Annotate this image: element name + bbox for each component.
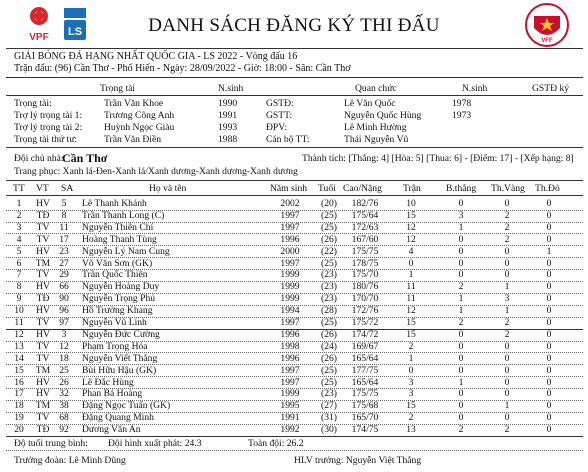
cell-yellow: 0 bbox=[504, 198, 510, 209]
cell-goals: 3 bbox=[458, 209, 464, 221]
cell-name: Võ Văn Sơn (GK) bbox=[82, 257, 153, 269]
cell-name: Hồ Trường Khang bbox=[82, 305, 153, 317]
cell-red: 0 bbox=[546, 412, 552, 424]
cell-birth: 1998 bbox=[280, 340, 300, 352]
cell-goals: 2 bbox=[458, 424, 464, 436]
cell-yellow: 2 bbox=[504, 317, 510, 328]
cell-birth: 1995 bbox=[280, 400, 300, 412]
cell-name: Hoàng Thanh Tùng bbox=[82, 233, 157, 245]
official-name: Huỳnh Ngọc Giàu bbox=[104, 122, 175, 133]
cell-age: (26) bbox=[321, 352, 337, 364]
cell-red: 0 bbox=[546, 364, 552, 376]
referee-column-header: Trọng tài bbox=[100, 83, 136, 94]
cell-yellow: 0 bbox=[504, 340, 510, 352]
cell-birth: 1997 bbox=[280, 317, 300, 328]
cell-yellow: 1 bbox=[504, 281, 510, 293]
cell-matches: 15 bbox=[406, 400, 416, 412]
cell-matches: 12 bbox=[406, 305, 416, 317]
cell-yellow: 2 bbox=[504, 209, 510, 221]
cell-tt: 1 bbox=[16, 198, 22, 209]
gstd-signature-header: GSTĐ ký bbox=[532, 83, 570, 94]
cell-name: Bùi Hữu Hậu (GK) bbox=[82, 364, 157, 376]
cell-age: (25) bbox=[321, 376, 337, 388]
cell-goals: 0 bbox=[458, 352, 464, 364]
cell-sa: 27 bbox=[59, 257, 69, 269]
cell-hw: 175/68 bbox=[351, 400, 379, 412]
official-name: Trần Văn Khoe bbox=[104, 98, 164, 109]
cell-age: (26) bbox=[321, 328, 337, 340]
cell-vt: TV bbox=[36, 233, 50, 245]
team-average-age: Toàn đội: 26.2 bbox=[248, 438, 304, 449]
cell-birth: 2000 bbox=[280, 245, 300, 257]
cell-yellow: 0 bbox=[504, 376, 510, 388]
cell-sa: 68 bbox=[59, 412, 69, 424]
cell-sa: 96 bbox=[59, 305, 69, 317]
supervisor-column-header: Quan chức bbox=[355, 83, 397, 94]
cell-matches: 3 bbox=[408, 388, 414, 400]
cell-goals: 0 bbox=[458, 364, 464, 376]
supervisor-birth-header: N.sinh bbox=[462, 83, 488, 94]
cell-hw: 169/67 bbox=[351, 340, 379, 352]
cell-birth: 1997 bbox=[280, 257, 300, 269]
cell-hw: 178/75 bbox=[351, 257, 379, 269]
cell-vt: TM bbox=[35, 257, 51, 269]
cell-vt: HV bbox=[36, 328, 50, 340]
cell-hw: 165/64 bbox=[351, 352, 379, 364]
cell-name: Nguyễn Vũ Linh bbox=[82, 317, 147, 328]
cell-birth: 2002 bbox=[280, 198, 300, 209]
cell-birth: 1996 bbox=[280, 233, 300, 245]
cell-yellow: 0 bbox=[504, 412, 510, 424]
cell-sa: 38 bbox=[59, 400, 69, 412]
cell-birth: 1997 bbox=[280, 364, 300, 376]
cell-vt: TV bbox=[36, 352, 50, 364]
cell-hw: 174/75 bbox=[351, 424, 379, 436]
cell-goals: 1 bbox=[458, 376, 464, 388]
cell-birth: 1996 bbox=[280, 328, 300, 340]
svg-text:VPF: VPF bbox=[29, 32, 49, 43]
cell-age: (25) bbox=[321, 364, 337, 376]
cell-red: 0 bbox=[546, 257, 552, 269]
col-header-birth: Năm sinh bbox=[270, 183, 308, 194]
cell-name: Nguyễn Thiên Chí bbox=[82, 221, 154, 233]
divider bbox=[6, 195, 583, 196]
referee-birth-header: N.sinh bbox=[218, 83, 244, 94]
cell-yellow: 2 bbox=[504, 221, 510, 233]
cell-tt: 7 bbox=[16, 269, 22, 281]
cell-red: 0 bbox=[546, 328, 552, 340]
team-manager: Trưởng đoàn: Lê Minh Dũng bbox=[14, 455, 126, 466]
cell-age: (20) bbox=[321, 198, 337, 209]
cell-vt: TĐ bbox=[36, 209, 50, 221]
cell-name: Trần Thanh Long (C) bbox=[82, 209, 165, 221]
cell-goals: 2 bbox=[458, 281, 464, 293]
supervisor-role: Cán bộ TT: bbox=[266, 134, 310, 145]
divider bbox=[6, 48, 583, 49]
cell-goals: 1 bbox=[458, 293, 464, 305]
cell-sa: 26 bbox=[59, 376, 69, 388]
cell-birth: 1999 bbox=[280, 388, 300, 400]
cell-age: (31) bbox=[321, 412, 337, 424]
cell-birth: 1992 bbox=[280, 424, 300, 436]
cell-birth: 1997 bbox=[280, 376, 300, 388]
divider bbox=[6, 147, 583, 148]
cell-matches: 15 bbox=[406, 317, 416, 328]
cell-name: Dương Văn An bbox=[82, 424, 141, 436]
cell-tt: 10 bbox=[14, 305, 24, 317]
cell-age: (23) bbox=[321, 269, 337, 281]
supervisor-name: Lê Minh Hường bbox=[344, 122, 407, 133]
cell-yellow: 0 bbox=[504, 388, 510, 400]
cell-tt: 12 bbox=[14, 328, 24, 340]
cell-red: 0 bbox=[546, 233, 552, 245]
cell-birth: 1996 bbox=[280, 352, 300, 364]
cell-hw: 182/76 bbox=[351, 198, 379, 209]
cell-age: (23) bbox=[321, 281, 337, 293]
average-age-label: Độ tuổi trung bình: bbox=[14, 438, 88, 449]
cell-name: Phan Bá Hoàng bbox=[82, 388, 143, 400]
cell-age: (22) bbox=[321, 245, 337, 257]
supervisor-year: 1978 bbox=[452, 98, 472, 109]
cell-sa: 11 bbox=[59, 221, 69, 233]
official-name: Trần Văn Điền bbox=[104, 134, 162, 145]
cell-hw: 175/75 bbox=[351, 388, 379, 400]
supervisor-year: 1973 bbox=[452, 110, 472, 121]
cell-red: 0 bbox=[546, 281, 552, 293]
cell-red: 0 bbox=[546, 388, 552, 400]
cell-matches: 15 bbox=[406, 328, 416, 340]
team-kit: Trang phục: Xanh lá-Đen-Xanh lá/Xanh dương-Xanh dương-Xanh dương bbox=[14, 166, 298, 177]
cell-hw: 172/76 bbox=[351, 305, 379, 317]
cell-yellow: 0 bbox=[504, 269, 510, 281]
cell-goals: 1 bbox=[458, 305, 464, 317]
cell-red: 0 bbox=[546, 305, 552, 317]
cell-vt: TV bbox=[36, 340, 50, 352]
cell-goals: 0 bbox=[458, 269, 464, 281]
cell-hw: 165/70 bbox=[351, 412, 379, 424]
cell-red: 0 bbox=[546, 317, 552, 328]
cell-vt: TĐ bbox=[36, 293, 50, 305]
official-name: Trương Công Anh bbox=[104, 110, 175, 121]
cell-yellow: 2 bbox=[504, 424, 510, 436]
col-header-goals: B.thắng bbox=[446, 183, 477, 194]
supervisor-name: Nguyễn Quốc Hùng bbox=[344, 110, 422, 121]
cell-red: 0 bbox=[546, 340, 552, 352]
col-header-height-weight: Cao/Nặng bbox=[343, 183, 382, 194]
cell-yellow: 2 bbox=[504, 328, 510, 340]
cell-hw: 180/76 bbox=[351, 281, 379, 293]
cell-matches: 0 bbox=[408, 364, 414, 376]
cell-vt: HV bbox=[36, 198, 50, 209]
divider bbox=[6, 450, 583, 451]
cell-red: 0 bbox=[546, 293, 552, 305]
cell-age: (25) bbox=[321, 209, 337, 221]
official-year: 1990 bbox=[218, 98, 238, 109]
cell-vt: HV bbox=[36, 245, 50, 257]
cell-goals: 2 bbox=[458, 317, 464, 328]
cell-vt: HV bbox=[36, 281, 50, 293]
cell-tt: 4 bbox=[16, 233, 22, 245]
cell-red: 0 bbox=[546, 400, 552, 412]
cell-name: Đặng Ngọc Tuấn (GK) bbox=[82, 400, 171, 412]
cell-hw: 167/60 bbox=[351, 233, 379, 245]
cell-age: (25) bbox=[321, 257, 337, 269]
cell-name: Trần Quốc Thiên bbox=[82, 269, 148, 281]
col-header-name: Họ và tên bbox=[149, 183, 187, 194]
cell-birth: 1997 bbox=[280, 209, 300, 221]
cell-goals: 0 bbox=[458, 328, 464, 340]
official-role: Trợ lý trọng tài 1: bbox=[14, 110, 83, 121]
cell-yellow: 1 bbox=[504, 400, 510, 412]
team-record: Thành tích: [Thắng: 4] [Hòa: 5] [Thua: 6] - [Điểm: 17] - [Xếp hạng: 8] bbox=[302, 153, 574, 164]
supervisor-role: GSTĐ: bbox=[266, 98, 294, 109]
cell-sa: 32 bbox=[59, 388, 69, 400]
cell-birth: 1999 bbox=[280, 281, 300, 293]
cell-goals: 0 bbox=[458, 400, 464, 412]
vff-logo bbox=[524, 2, 570, 48]
official-year: 1988 bbox=[218, 134, 238, 145]
cell-hw: 172/63 bbox=[351, 221, 379, 233]
cell-age: (23) bbox=[321, 293, 337, 305]
supervisor-role: GSTT: bbox=[266, 110, 293, 121]
cell-birth: 1997 bbox=[280, 221, 300, 233]
cell-vt: HV bbox=[36, 376, 50, 388]
official-role: Trọng tài: bbox=[14, 98, 52, 109]
cell-goals: 0 bbox=[458, 245, 464, 257]
svg-text:LS: LS bbox=[67, 26, 83, 38]
cell-age: (25) bbox=[321, 221, 337, 233]
cell-red: 1 bbox=[546, 245, 552, 257]
cell-vt: TM bbox=[35, 400, 51, 412]
cell-sa: 17 bbox=[59, 233, 69, 245]
cell-red: 0 bbox=[546, 221, 552, 233]
cell-yellow: 1 bbox=[504, 305, 510, 317]
cell-sa: 29 bbox=[59, 269, 69, 281]
official-role: Trợ lý trọng tài 2: bbox=[14, 122, 83, 133]
cell-matches: 4 bbox=[408, 245, 414, 257]
cell-sa: 25 bbox=[59, 364, 69, 376]
cell-hw: 175/70 bbox=[351, 269, 379, 281]
cell-sa: 12 bbox=[59, 340, 69, 352]
cell-matches: 11 bbox=[406, 293, 416, 305]
cell-name: Đặng Quang Minh bbox=[82, 412, 154, 424]
cell-matches: 15 bbox=[406, 209, 416, 221]
cell-tt: 11 bbox=[14, 317, 24, 328]
cell-goals: 0 bbox=[458, 198, 464, 209]
cell-tt: 16 bbox=[14, 376, 24, 388]
cell-goals: 0 bbox=[458, 233, 464, 245]
cell-sa: 5 bbox=[61, 198, 67, 209]
cell-name: Nguyễn Lý Nam Cung bbox=[82, 245, 170, 257]
cell-name: Nguyễn Trọng Phú bbox=[82, 293, 156, 305]
col-header-red: Th.Đỏ bbox=[535, 183, 560, 194]
cell-yellow: 0 bbox=[504, 245, 510, 257]
cell-goals: 0 bbox=[458, 412, 464, 424]
cell-age: (25) bbox=[321, 317, 337, 328]
cell-tt: 9 bbox=[16, 293, 22, 305]
cell-hw: 170/70 bbox=[351, 293, 379, 305]
cell-name: Nguyễn Hoàng Duy bbox=[82, 281, 160, 293]
cell-vt: TV bbox=[36, 221, 50, 233]
cell-yellow: 0 bbox=[504, 364, 510, 376]
cell-tt: 14 bbox=[14, 352, 24, 364]
cell-yellow: 0 bbox=[504, 257, 510, 269]
cell-sa: 8 bbox=[61, 209, 67, 221]
cell-matches: 12 bbox=[406, 233, 416, 245]
cell-age: (26) bbox=[321, 233, 337, 245]
cell-vt: TV bbox=[36, 412, 50, 424]
cell-red: 0 bbox=[546, 269, 552, 281]
cell-hw: 175/75 bbox=[351, 245, 379, 257]
cell-vt: TĐ bbox=[36, 424, 50, 436]
cell-age: (27) bbox=[321, 400, 337, 412]
league-title: GIẢI BÓNG ĐÁ HẠNG NHẤT QUỐC GIA - LS 2022 - Vòng đấu 16 bbox=[14, 51, 298, 62]
cell-matches: 1 bbox=[408, 352, 414, 364]
supervisor-role: ĐPV: bbox=[266, 122, 288, 133]
divider bbox=[6, 77, 583, 78]
cell-name: Lê Thanh Khánh bbox=[82, 198, 147, 209]
col-header-tt: TT bbox=[13, 183, 25, 194]
cell-tt: 15 bbox=[14, 364, 24, 376]
cell-tt: 19 bbox=[14, 412, 24, 424]
official-year: 1991 bbox=[218, 110, 238, 121]
cell-name: Lê Đắc Hùng bbox=[82, 376, 134, 388]
cell-sa: 97 bbox=[59, 317, 69, 328]
cell-vt: HV bbox=[36, 388, 50, 400]
cell-matches: 11 bbox=[406, 281, 416, 293]
cell-goals: 1 bbox=[458, 221, 464, 233]
cell-matches: 2 bbox=[408, 340, 414, 352]
cell-tt: 20 bbox=[14, 424, 24, 436]
cell-yellow: 0 bbox=[504, 352, 510, 364]
cell-matches: 12 bbox=[406, 221, 416, 233]
cell-matches: 3 bbox=[408, 376, 414, 388]
cell-sa: 18 bbox=[59, 352, 69, 364]
cell-tt: 2 bbox=[16, 209, 22, 221]
cell-vt: TM bbox=[35, 364, 51, 376]
cell-goals: 0 bbox=[458, 388, 464, 400]
cell-hw: 177/75 bbox=[351, 364, 379, 376]
cell-birth: 1994 bbox=[280, 305, 300, 317]
cell-name: Nguyễn Đức Cường bbox=[82, 328, 160, 340]
cell-age: (28) bbox=[321, 305, 337, 317]
cell-matches: 13 bbox=[406, 424, 416, 436]
cell-vt: TV bbox=[36, 317, 50, 328]
supervisor-name: Thái Nguyễn Vũ bbox=[344, 134, 409, 145]
cell-red: 0 bbox=[546, 376, 552, 388]
col-header-matches: Trận bbox=[403, 183, 421, 194]
head-coach: HLV trưởng: Nguyễn Việt Thắng bbox=[294, 455, 422, 466]
page-title: DANH SÁCH ĐĂNG KÝ THI ĐẤU bbox=[148, 15, 440, 36]
cell-tt: 17 bbox=[14, 388, 24, 400]
cell-name: Phạm Trọng Hóa bbox=[82, 340, 148, 352]
divider bbox=[6, 436, 583, 437]
cell-yellow: 2 bbox=[504, 233, 510, 245]
cell-birth: 1999 bbox=[280, 269, 300, 281]
cell-matches: 0 bbox=[408, 257, 414, 269]
cell-sa: 3 bbox=[61, 328, 67, 340]
cell-vt: TV bbox=[36, 269, 50, 281]
cell-goals: 0 bbox=[458, 257, 464, 269]
starting-average-age: Đội hình xuất phát: 24.3 bbox=[108, 438, 202, 449]
cell-tt: 3 bbox=[16, 221, 22, 233]
cell-red: 0 bbox=[546, 352, 552, 364]
svg-text:VFF: VFF bbox=[541, 38, 553, 44]
cell-sa: 92 bbox=[59, 424, 69, 436]
cell-sa: 90 bbox=[59, 293, 69, 305]
official-role: Trọng tài thứ tư: bbox=[14, 134, 78, 145]
cell-age: (23) bbox=[321, 388, 337, 400]
cell-goals: 0 bbox=[458, 340, 464, 352]
col-header-yellow: Th.Vàng bbox=[491, 183, 525, 194]
team-label: Đội chủ nhà: bbox=[14, 153, 64, 164]
cell-tt: 6 bbox=[16, 257, 22, 269]
divider bbox=[6, 180, 583, 181]
cell-matches: 10 bbox=[406, 198, 416, 209]
cell-tt: 8 bbox=[16, 281, 22, 293]
cell-age: (24) bbox=[321, 340, 337, 352]
cell-tt: 18 bbox=[14, 400, 24, 412]
col-header-vt: VT bbox=[36, 183, 49, 194]
cell-age: (30) bbox=[321, 424, 337, 436]
cell-hw: 175/72 bbox=[351, 317, 379, 328]
cell-matches: 1 bbox=[408, 269, 414, 281]
supervisor-name: Lê Văn Quốc bbox=[344, 98, 396, 109]
cell-hw: 165/64 bbox=[351, 376, 379, 388]
official-year: 1993 bbox=[218, 122, 238, 133]
cell-red: 0 bbox=[546, 424, 552, 436]
cell-yellow: 3 bbox=[504, 293, 510, 305]
cell-hw: 175/64 bbox=[351, 209, 379, 221]
col-header-sa: SA bbox=[61, 183, 74, 194]
cell-matches: 2 bbox=[408, 412, 414, 424]
col-header-age: Tuổi bbox=[318, 183, 336, 194]
cell-tt: 5 bbox=[16, 245, 22, 257]
cell-birth: 1991 bbox=[280, 412, 300, 424]
team-name: Cần Thơ bbox=[62, 151, 108, 165]
divider bbox=[6, 95, 583, 96]
cell-red: 0 bbox=[546, 209, 552, 221]
cell-sa: 66 bbox=[59, 281, 69, 293]
cell-hw: 174/72 bbox=[351, 328, 379, 340]
cell-sa: 23 bbox=[59, 245, 69, 257]
cell-red: 0 bbox=[546, 198, 552, 209]
cell-birth: 1999 bbox=[280, 293, 300, 305]
match-details: Trận đấu: (96) Cần Thơ - Phố Hiến - Ngày: 28/09/2022 - Giờ: 18:00 - Sân: Cần Thơ bbox=[14, 63, 351, 74]
cell-vt: HV bbox=[36, 305, 50, 317]
cell-tt: 13 bbox=[14, 340, 24, 352]
cell-name: Nguyễn Viết Thắng bbox=[82, 352, 158, 364]
